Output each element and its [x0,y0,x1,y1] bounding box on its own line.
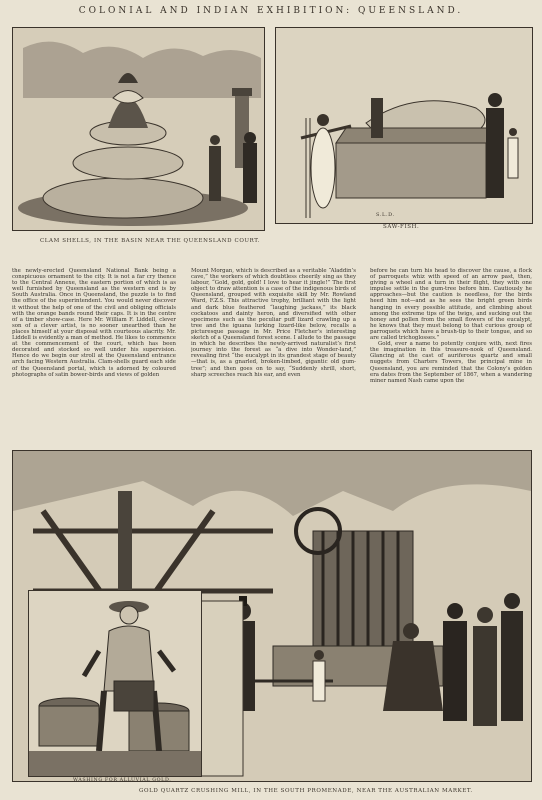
alluvial-gold-inset [28,590,202,777]
alluvial-gold-caption: WASHING FOR ALLUVIAL GOLD. [73,778,172,783]
page-header: COLONIAL AND INDIAN EXHIBITION: QUEENSLAND. [78,6,464,16]
article-paragraph: Gold, ever a name to potently conjure with, next fires the imagination in this treasure-nook of Queensland. Glancing at the cast of auriferous quartz and small nuggets from Charters Towers, the principal mine in Queensland, you are reminded that the Colony’s golden era dates from the September of 1867, when a wandering miner named Nash came upon the [370,341,532,384]
article-paragraph: Mount Morgan, which is described as a veritable “Aladdin’s cave,” the workers of which doubtless cheerily sing as they labour, “Gold, gold, gold! I love to hear it jingle!” The first object to draw attention is a case of the indigenous birds of Queensland, grouped with exquisite skill by Mr. Rowland Ward, F.Z.S. This attractive trophy, brilliant with the light and dark blue feathered “laughing jackass,” its black cockatoos and dainty heron, and diversified with other specimens such as the peculiar puff lizard crawling up a tree and the iguana lurking lizard-like below, recalls a picturesque passage in Mr. Price Fletcher’s interesting sketch of a Queensland forest scene. I allude to the passage in which he describes the newly-arrived naturalist’s first journey into the forest as “a dive into Wonder-land,” revealing first “the eucalypt in its grandest stage of beauty—that is, as a gnarled, broken-limbed, gigantic old gum-tree”; and then goes on to say, “Suddenly shrill, short, sharp screeches reach his ear, and even [191,268,356,378]
saw-fish-caption: SAW-FISH. [383,224,420,230]
clam-shells-engraving [12,27,265,231]
article-column-3 [370,268,532,445]
article-column-1 [12,268,176,445]
clam-shells-caption: CLAM SHELLS, IN THE BASIN NEAR THE QUEENSLAND COURT. [40,238,261,244]
gold-mill-caption: GOLD QUARTZ CRUSHING MILL, IN THE SOUTH PROMENADE, NEAR THE AUSTRALIAN MARKET. [139,788,473,794]
saw-fish-signature: S.L.D. [376,212,395,218]
article-paragraph: before he can turn his head to discover the cause, a flock of parroquets whiz with speed of an arrow past, then, giving a wheel and a turn in their flight, they with one impulse settle in the gum-tree before him. Cautiously he approaches—but the caution is needless, for the birds heed him not—and as he sees the bright green birds hanging in every possible attitude, and climbing about among the extreme tips of the twigs, and sucking out the honey and pollen from the small flowers of the eucalypt, he knows that they must belong to that curious group of parroquets which have a brush-tip to their tongue, and so are called trichoglosses.” [370,268,532,342]
article-paragraph: the newly-erected Queensland National Bank being a conspicuous ornament to the city. It is not a far cry thence to the Central Annexe, the eastern portion of which is as well furnished by Queensland as the western end is by South Australia. Once in Queensland, the puzzle is to find the office of the superintendent. You would never discover it without the help of one of the civil and obliging officials with the orange bands round their caps. It is in the centre of a timber show-case. Here Mr. William F. Liddell, clever son of a clever artist, is no sooner unearthed than he places himself at your disposal with courteous alacrity. Mr. Liddell is evidently a man of method. He likes to commence at the commencement of the court, which has been decorated and stocked so well under his supervision. Hence do we begin our stroll at the Queensland entrance arch facing Western Australia. Clam-shells guard each side of the Queensland portal, which is adorned by coloured photographs of satin bower-birds and views of golden [12,268,176,378]
article-column-2 [191,268,356,445]
saw-fish-engraving [275,27,533,224]
